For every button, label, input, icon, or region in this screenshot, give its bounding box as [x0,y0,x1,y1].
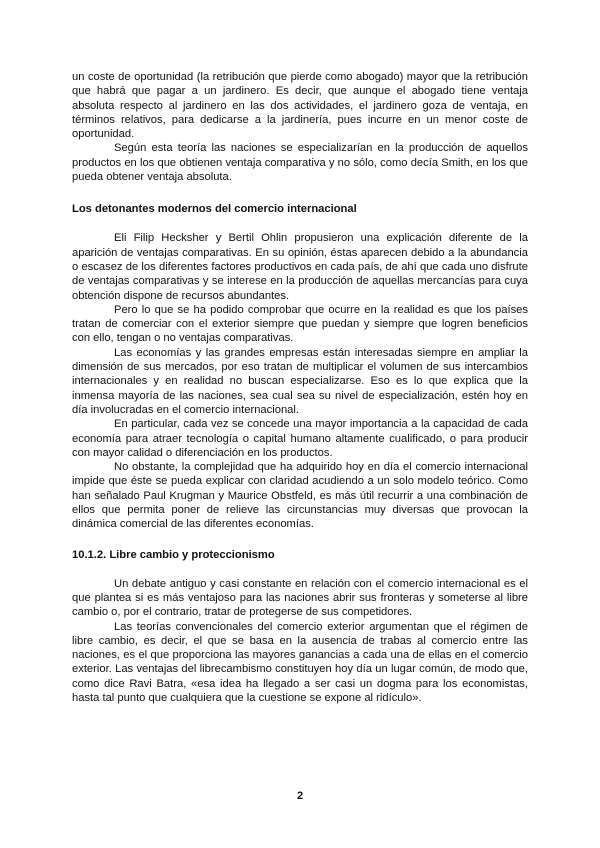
section-heading: Los detonantes modernos del comercio internacional [72,203,357,216]
body-paragraph: Un debate antiguo y casi constante en relación con el comercio internacional es el que plantea si es más ventajoso para las naciones abrir sus fronteras y someterse al libre cambio o, por el contrario, tratar de protegerse de sus competidores. [72,577,528,619]
body-paragraph: Las economías y las grandes empresas están interesadas siempre en ampliar la dimensión de sus mercados, por eso tratan de multiplicar el volumen de sus intercambios internacionales y en realidad no buscan especializarse. Eso es lo que explica que la inmensa mayoría de las naciones, sea cual sea su nivel de especialización, estén hoy en día involucradas en el comercio internacional. [72,346,528,416]
body-paragraph: No obstante, la complejidad que ha adquirido hoy en día el comercio internacional impide que éste se pueda explicar con claridad acudiendo a un solo modelo teórico. Como han señalado Paul Krugman y Maurice Obstfeld, es más útil recurrir a una combinación de ellos que permita poner de relieve las circunstancias muy diversas que provocan la dinámica comercial de las diferentes economías. [72,461,528,531]
body-paragraph: Eli Filip Hecksher y Bertil Ohlin propusieron una explicación diferente de la aparición de ventajas comparativas. En su opinión, éstas aparecen debido a la abundancia o escasez de los diferentes factores productivos en cada país, de ahí que cada uno disfrute de ventajas comparativas y se interese en la producción de aquellas mercancías para cuya obtención dispone de recursos abundantes. [72,232,528,302]
document-page [72,70,528,705]
body-paragraph: Según esta teoría las naciones se especializarían en la producción de aquellos productos en los que obtienen ventaja comparativa y no sólo, como decía Smith, en los que pueda obtener ventaja absoluta. [72,142,528,184]
page-number: 2 [296,790,304,802]
body-paragraph: En particular, cada vez se concede una mayor importancia a la capacidad de cada economía para atraer tecnología o capital humano altamente cualificado, o para producir con mayor calidad o diferenciación en los productos. [72,418,528,459]
body-paragraph: un coste de oportunidad (la retribución que pierde como abogado) mayor que la retribución que habrá que pagar a un jardinero. Es decir, que aunque el abogado tiene ventaja absoluta respecto al jardinero en las dos actividades, el jardinero goza de ventaja, en términos relativos, para dedicarse a la jardinería, pues incurre en un menor coste de oportunidad. [72,71,528,141]
body-paragraph: Pero lo que se ha podido comprobar que ocurre en la realidad es que los países tratan de comerciar con el exterior siempre que puedan y siempre que logren beneficios con ello, tengan o no ventajas comparativas. [72,303,528,345]
section-heading: 10.1.2. Libre cambio y proteccionismo [72,548,275,561]
body-paragraph: Las teorías convencionales del comercio exterior argumentan que el régimen de libre cambio, es decir, el que se basa en la ausencia de trabas al comercio entre las naciones, es el que proporciona las mayores ganancias a cada una de ellas en el comercio exterior. Las ventajas del librecambismo constituyen hoy día un lugar común, de modo que, como dice Ravi Batra, «esa idea ha llegado a ser casi un dogma para los economistas, hasta tal punto que cualquiera que la cuestione se expone al ridículo». [72,620,528,704]
